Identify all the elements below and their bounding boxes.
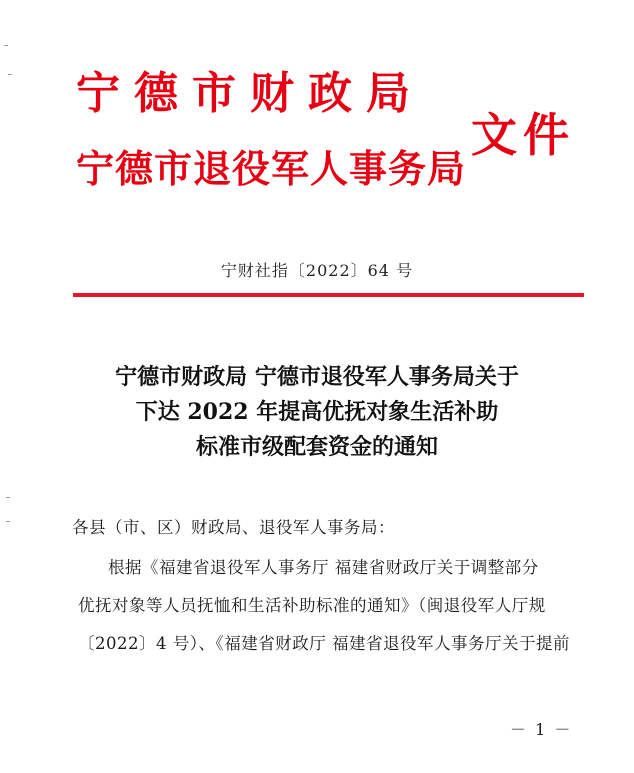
body-line-3: 〔2022〕4 号）、《福建省财政厅 福建省退役军人事务厅关于提前	[78, 634, 570, 653]
page-number: － 1 －	[510, 720, 573, 739]
issuer-veterans-bureau: 宁德市退役军人事务局	[76, 147, 467, 191]
document-type-label: 文件	[471, 108, 575, 162]
document-title	[0, 360, 634, 465]
scan-mark	[6, 497, 10, 498]
title-line-1: 宁德市财政局 宁德市退役军人事务局关于	[115, 364, 519, 390]
red-separator-line	[73, 293, 584, 297]
scan-mark	[6, 521, 10, 522]
scan-mark	[4, 45, 8, 46]
title-line-2: 下达 2022 年提高优抚对象生活补助	[135, 399, 499, 425]
issuer-finance-bureau: 宁德市财政局	[76, 68, 424, 119]
document-number: 宁财社指〔2022〕64 号	[220, 261, 414, 280]
body-line-1: 根据《福建省退役军人事务厅 福建省财政厅关于调整部分	[108, 558, 539, 577]
salutation: 各县（市、区）财政局、退役军人事务局：	[72, 518, 395, 537]
title-line-3: 标准市级配套资金的通知	[195, 434, 438, 460]
scan-mark	[8, 74, 12, 75]
body-line-2: 优抚对象等人员抚恤和生活补助标准的通知》（闽退役军人厅规	[78, 596, 546, 615]
